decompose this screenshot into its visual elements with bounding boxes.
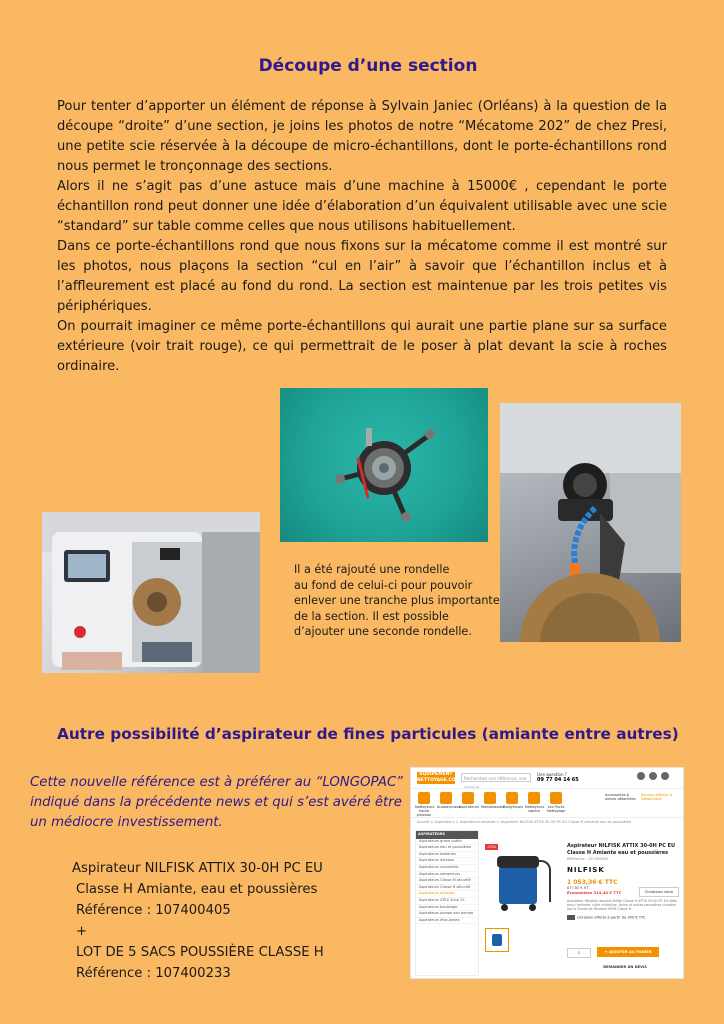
product-line-2: Classe H Amiante, eau et poussières <box>76 882 318 897</box>
caption-line-1: Il a été rajouté une rondelle <box>294 563 450 576</box>
shop-product-detail <box>567 843 679 969</box>
shop-sidebar-item: Aspirateurs extracteurs <box>416 872 478 879</box>
shop-category-1: Nettoyeurs haute pression <box>415 792 433 817</box>
caption-line-3: enlever une tranche plus importante <box>294 594 500 607</box>
shop-category-6: Nettoyeurs vapeur <box>525 792 543 813</box>
shop-option-select: Choisissez votre <box>639 887 679 897</box>
shop-sidebar-head: ASPIRATEURS <box>416 831 478 839</box>
caption-line-4: de la section. Il est possible <box>294 609 449 623</box>
shop-description: Aspirateur filtration absolue Nilfisk Classe H ATTIX 30-0H PC EU idéal pour l'amiante, silice cristalline, farine et autres poussières classées par la Classe de filtration HEPA Classe H. <box>567 899 677 911</box>
sample-holder-illustration <box>280 388 488 542</box>
shop-product-ref: Référence : 107400405 <box>567 857 609 861</box>
shop-sidebar-item: Aspirateurs Classe H sécurité <box>416 885 478 892</box>
product-line-4: + <box>76 924 88 939</box>
shop-sidebar-item: Aspirateurs grand public <box>416 839 478 846</box>
shop-phone <box>537 772 607 783</box>
shop-savings: Économisez 314,44 € TTC <box>567 890 622 895</box>
intro-paragraph-1: Pour tenter d’apporter un élément de réponse à Sylvain Janiec (Orléans) à la question de la découpe “droite” d’une section, je joins les photos de notre “Mécatome 202” de chez Presi, une petite scie réservée à la découpe de micro-échantillons, dont le porte-échantillons rond nous permet le tronçonnage des sections. <box>57 99 667 174</box>
category-3-icon <box>462 792 474 804</box>
shop-header-icons <box>633 772 677 784</box>
intro-text <box>57 97 667 377</box>
shop-category-5: Balayeuses <box>503 792 521 809</box>
shop-sidebar-item: Aspirateurs pompe eau pompe <box>416 911 478 918</box>
photo-caption <box>294 562 509 640</box>
shop-sidebar-item: Aspirateurs batteries <box>416 852 478 859</box>
mounted-holder-illustration <box>500 403 681 642</box>
caption-line-5: d’ajouter une seconde rondelle. <box>294 625 472 638</box>
shop-category-4: Monobrosses <box>481 792 499 809</box>
shop-breadcrumb: Accueil > Aspirateurs > Aspirateurs amiante > Aspirateur NILFISK ATTIX 30-0H PC EU Classe H Amiante eau et poussières <box>417 820 632 824</box>
category-2-icon <box>440 792 452 804</box>
vacuum-body-shape <box>499 864 537 904</box>
shop-product-image <box>483 842 553 924</box>
category-4-icon <box>484 792 496 804</box>
shop-category-2: Autolaveuses <box>437 792 455 809</box>
product-line-3: Référence : 107400405 <box>76 903 231 918</box>
shop-promo-link: Bonnes Affaires & Déstockage <box>641 793 673 801</box>
vacuum-wheel-shape <box>529 904 536 911</box>
account-icon <box>637 772 645 780</box>
photo-mecatome-machine <box>42 512 260 673</box>
shop-qty-input: 1 <box>567 948 591 958</box>
truck-icon <box>567 915 575 920</box>
caption-line-2: au fond de celui-ci pour pouvoir <box>294 578 473 592</box>
shop-accessories-link: Accessoires & pièces détachées <box>605 793 636 801</box>
photo-sample-holder <box>280 388 488 542</box>
category-5-icon <box>506 792 518 804</box>
mecatome-illustration <box>42 512 260 673</box>
vacuum-wheel-shape <box>501 904 508 911</box>
shop-sidebar-item-active: Aspirateurs amiante <box>416 891 478 898</box>
category-7-icon <box>550 792 562 804</box>
vacuum-top-shape <box>497 856 539 868</box>
cart-icon <box>649 772 657 780</box>
recommendation-note: Cette nouvelle référence est à préférer au “LONGOPAC” indiqué dans la précédente news et qui s’est avéré être un médiocre investissement. <box>30 775 403 830</box>
shop-sidebar-item: Aspirateurs lève-jantes <box>416 918 478 925</box>
shop-phone-label: Une question ? <box>537 772 567 777</box>
shop-sidebar <box>415 830 479 976</box>
section-title-aspirateur: Autre possibilité d’aspirateur de fines particules (amiante entre autres) <box>57 725 679 743</box>
shop-price: 1 053,36 € TTC <box>567 879 618 886</box>
product-line-1: Aspirateur NILFISK ATTIX 30-0H PC EU <box>72 861 323 876</box>
shop-sidebar-item: Aspirateurs eau et poussières <box>416 845 478 852</box>
shop-discount-badge: -20% <box>487 845 497 849</box>
shop-logo: ÉQUIPEMENT NETTOYAGE.COM <box>417 772 461 783</box>
shop-sidebar-item: Aspirateurs industriels <box>416 865 478 872</box>
shop-product-thumbnail <box>485 928 509 952</box>
thumbnail-vacuum-shape <box>492 934 502 946</box>
shop-brand: NILFISK <box>567 866 605 874</box>
shop-phone-number: 09 77 04 14 65 <box>537 777 579 783</box>
intro-paragraph-2: Alors il ne s’agit pas d’une astuce mais d’une machine à 15000€ , cependant le porte échantillon rond peut donner une idée d’élaboration d’un équivalent utilisable avec une scie “standard” sur table comme celles que nous utilisons habituellement. <box>57 179 667 234</box>
category-1-icon <box>418 792 430 804</box>
section-title-decoupe: Découpe d’une section <box>258 56 478 76</box>
shop-sidebar-item: Aspirateurs dorsaux <box>416 858 478 865</box>
shop-sidebar-item: Aspirateurs ATEX Zone 22 <box>416 898 478 905</box>
shop-quote-button: DEMANDER UN DEVIS <box>603 965 647 969</box>
shop-delivery: Livraison offerte à partir de 300 € TTC <box>567 915 679 920</box>
shop-screenshot <box>410 767 684 979</box>
shop-add-to-cart-button: + AJOUTER AU PANIER <box>597 947 659 957</box>
intro-paragraph-3: Dans ce porte-échantillons rond que nous fixons sur la mécatome comme il est montré sur les photos, nous plaçons la section “cul en l’air” à savoir que l’échantillon inclus et à l’affleurement est placé au fond du rond. La section est maintenue par les trois petites vis périphériques. <box>57 239 667 314</box>
product-line-6: Référence : 107400233 <box>76 966 231 981</box>
shop-sidebar-item: Aspirateurs Classe M sécurité <box>416 878 478 885</box>
photo-holder-mounted <box>500 403 681 642</box>
product-info <box>72 858 402 984</box>
shop-category-7: Les Packs Nettoyage <box>547 792 565 813</box>
category-6-icon <box>528 792 540 804</box>
shop-search-input: Recherchez une référence, une marque... <box>461 773 531 782</box>
shop-category-3: Aspirateurs <box>459 792 477 809</box>
product-line-5: LOT DE 5 SACS POUSSIÈRE CLASSE H <box>76 945 324 960</box>
shop-product-title: Aspirateur NILFISK ATTIX 30-0H PC EU Classe H Amiante eau et poussières <box>567 843 676 856</box>
shop-sidebar-item: Aspirateurs boulanger <box>416 905 478 912</box>
shop-price-ht: 877,80 € HT <box>567 886 589 890</box>
flag-icon <box>661 772 669 780</box>
intro-paragraph-4: On pourrait imaginer ce même porte-échantillons qui aurait une partie plane sur sa surface extérieure (voir trait rouge), ce qui permettrait de le poser à plat devant la scie à roches ordinaire. <box>57 319 667 374</box>
